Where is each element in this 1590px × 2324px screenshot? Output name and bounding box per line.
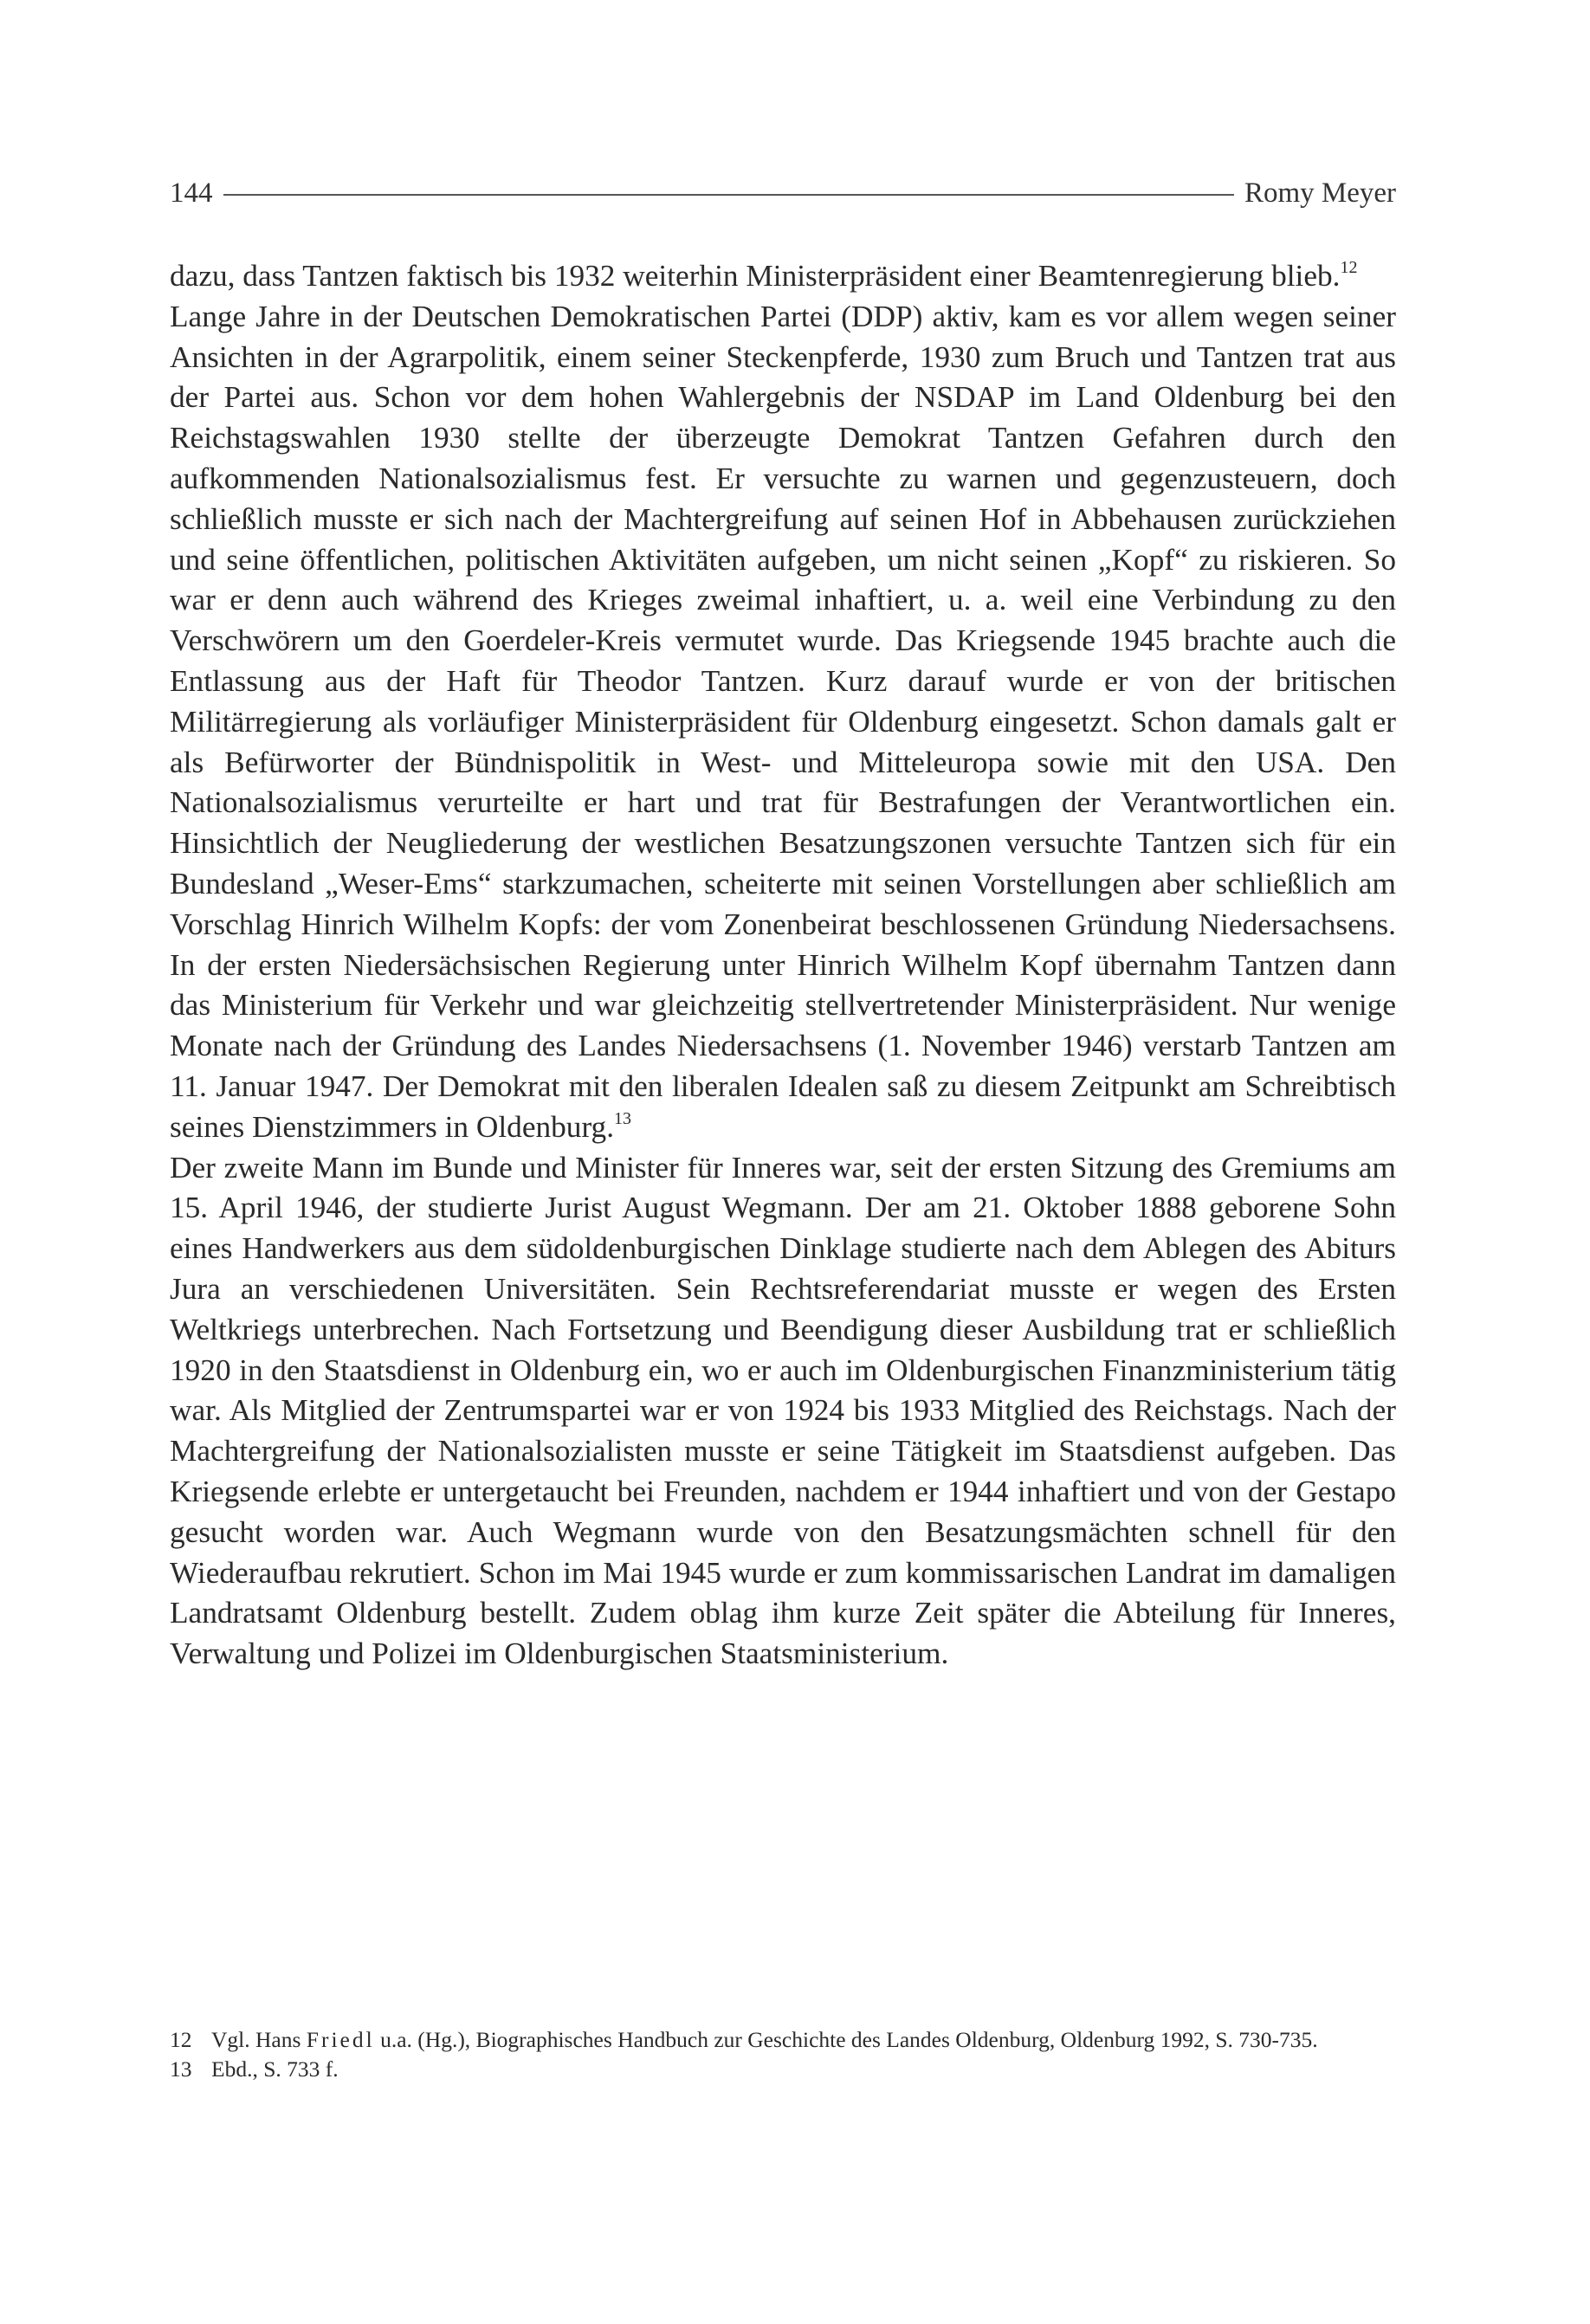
footnote-text (211, 2025, 1396, 2055)
footnote-12 (170, 2025, 1396, 2055)
paragraph-1-text: dazu, dass Tantzen faktisch bis 1932 weiterhin Ministerpräsident einer Beamtenregierung blieb. (170, 259, 1341, 293)
paragraph-3-text: Der zweite Mann im Bunde und Minister für Inneres war, seit der ersten Sitzung des Gremiums am 15. April 1946, der studierte Jurist August Wegmann. Der am 21. Oktober 1888 geborene Sohn eines Handwerkers aus dem südoldenburgischen Dinklage studierte nach dem Ablegen des Abiturs Jura an verschiedenen Universitäten. Sein Rechtsreferendariat musste er wegen des Ersten Weltkriegs unterbrechen. Nach Fortsetzung und Beendigung dieser Ausbildung trat er schließlich 1920 in den Staatsdienst in Oldenburg ein, wo er auch im Oldenburgischen Finanzministerium tätig war. Als Mitglied der Zentrumspartei war er von 1924 bis 1933 Mitglied des Reichstags. Nach der Machtergreifung der Nationalsozialisten musste er seine Tätigkeit im Staatsdienst aufgeben. Das Kriegsende erlebte er untergetaucht bei Freunden, nachdem er 1944 inhaftiert und von der Gestapo gesucht worden war. Auch Wegmann wurde von den Besatzungsmächten schnell für den Wiederaufbau rekrutiert. Schon im Mai 1945 wurde er zum kommissarischen Landrat im damaligen Landratsamt Oldenburg bestellt. Zudem oblag ihm kurze Zeit später die Abteilung für Inneres, Verwaltung und Polizei im Oldenburgischen Staatsministerium. (170, 1150, 1396, 1671)
footnote-text-part: u.a. (Hg.), Biographisches Handbuch zur Geschichte des Landes Oldenburg, Oldenburg 1992, S. 730-735. (374, 2027, 1318, 2052)
page (170, 0, 1396, 2324)
footnote-ref-13[interactable]: 13 (614, 1108, 632, 1128)
paragraph-1 (170, 256, 1396, 297)
footnote-text-part: Vgl. Hans (211, 2027, 307, 2052)
header-rule (223, 194, 1234, 196)
footnote-number: 12 (170, 2027, 192, 2052)
footnote-text: Ebd., S. 733 f. (211, 2056, 339, 2082)
page-number: 144 (170, 177, 213, 209)
footnote-number: 13 (170, 2056, 192, 2082)
footnote-author-name: Friedl (306, 2027, 375, 2052)
body-text (170, 256, 1396, 1675)
running-head-author: Romy Meyer (1244, 177, 1396, 209)
footnote-13 (170, 2055, 1396, 2084)
footnotes (170, 2025, 1396, 2084)
paragraph-3 (170, 1148, 1396, 1675)
paragraph-2-text: Lange Jahre in der Deutschen Demokratischen Partei (DDP) aktiv, kam es vor allem wegen seiner Ansichten in der Agrarpolitik, einem seiner Steckenpferde, 1930 zum Bruch und Tantzen trat aus der Partei aus. Schon vor dem hohen Wahlergebnis der NSDAP im Land Oldenburg bei den Reichstagswahlen 1930 stellte der überzeugte Demokrat Tantzen Gefahren durch den aufkommenden Nationalsozialismus fest. Er versuchte zu warnen und gegenzusteuern, doch schließlich musste er sich nach der Machtergreifung auf seinen Hof in Abbehausen zurückziehen und seine öffentlichen, politischen Aktivitäten aufgeben, um nicht seinen „Kopf“ zu riskieren. So war er denn auch während des Krieges zweimal inhaftiert, u. a. weil eine Verbindung zu den Verschwörern um den Goerdeler-Kreis vermutet wurde. Das Kriegsende 1945 brachte auch die Entlassung aus der Haft für Theodor Tantzen. Kurz darauf wurde er von der britischen Militärregierung als vorläufiger Ministerpräsident für Oldenburg eingesetzt. Schon damals galt er als Befürworter der Bündnispolitik in West- und Mitteleuropa sowie mit den USA. Den Nationalsozialismus verurteilte er hart und trat für Bestrafungen der Verantwortlichen ein. Hinsichtlich der Neugliederung der westlichen Besatzungszonen versuchte Tantzen sich für ein Bundesland „Weser-Ems“ starkzumachen, scheiterte mit seinen Vorstellungen aber schließlich am Vorschlag Hinrich Wilhelm Kopfs: der vom Zonenbeirat beschlossenen Gründung Niedersachsens. In der ersten Niedersächsischen Regierung unter Hinrich Wilhelm Kopf übernahm Tantzen dann das Ministerium für Verkehr und war gleichzeitig stellvertretender Ministerpräsident. Nur wenige Monate nach der Gründung des Landes Niedersachsens (1. November 1946) verstarb Tantzen am 11. Januar 1947. Der Demokrat mit den liberalen Idealen saß zu diesem Zeitpunkt am Schreibtisch seines Dienstzimmers in Oldenburg. (170, 299, 1396, 1144)
running-head (170, 171, 1396, 215)
paragraph-2 (170, 297, 1396, 1148)
footnote-ref-12[interactable]: 12 (1340, 258, 1358, 277)
